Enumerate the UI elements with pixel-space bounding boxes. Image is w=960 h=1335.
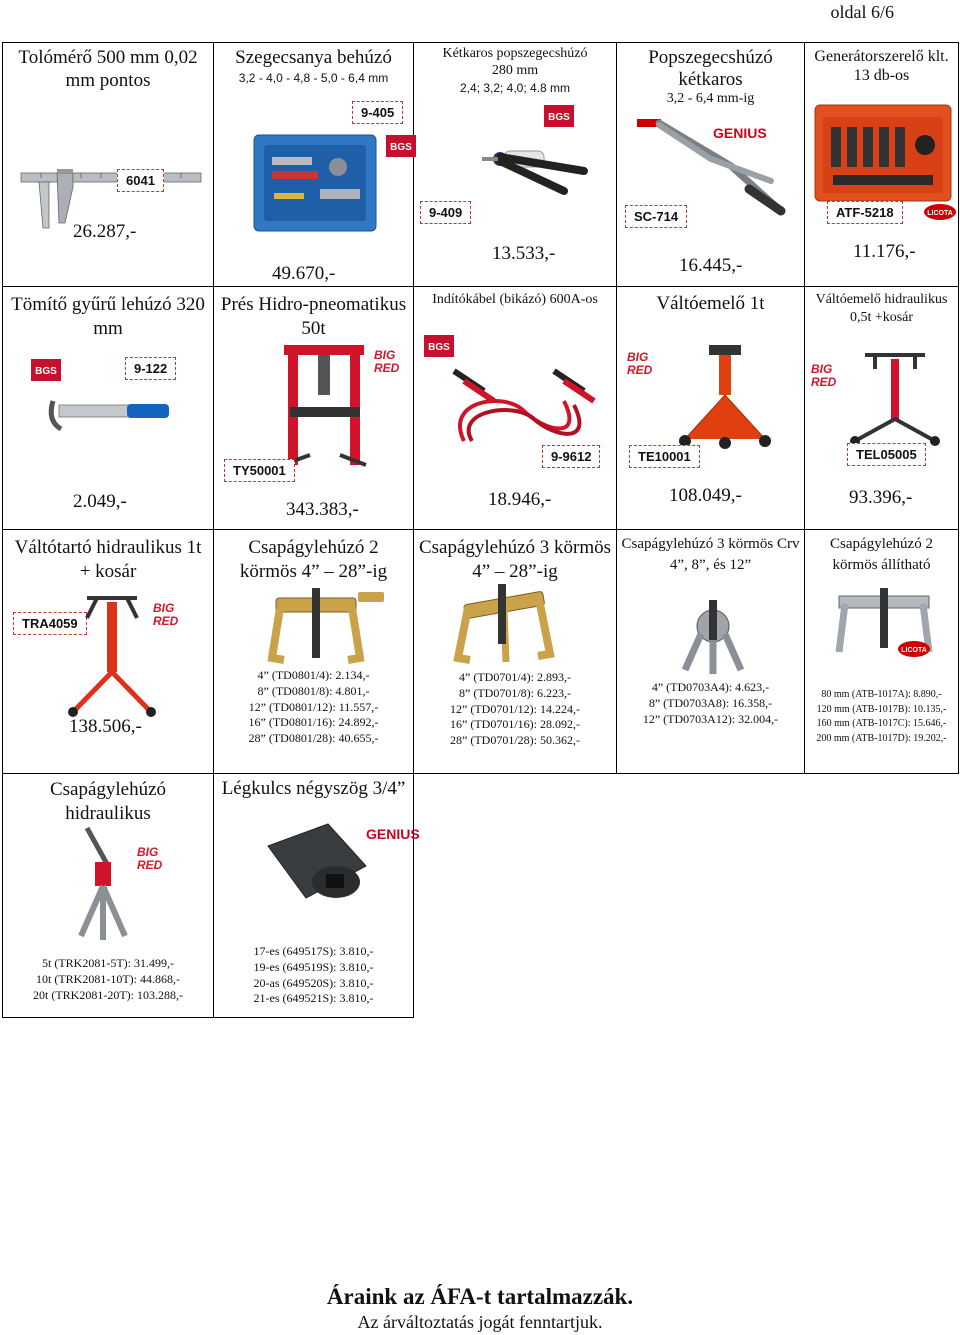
bigred-logo <box>627 349 663 382</box>
bgs-logo <box>544 105 574 132</box>
svg-text:GENIUS: GENIUS <box>713 125 767 141</box>
svg-text:BIG: BIG <box>153 601 175 615</box>
transmission-holder-image <box>67 588 157 720</box>
price-row: 28” (TD0701/28): 50.362,- <box>450 733 580 748</box>
product-price: 138.506,- <box>69 716 142 737</box>
product-cell-impact-socket <box>214 774 420 1018</box>
product-price: 18.946,- <box>488 489 552 510</box>
product-price: 93.396,- <box>849 487 913 508</box>
svg-text:RED: RED <box>627 363 653 377</box>
price-row: 120 mm (ATB-1017B): 10.135,- <box>816 703 947 715</box>
svg-text:BGS: BGS <box>35 366 57 377</box>
product-table <box>2 42 959 1018</box>
product-cell-transmission-jack <box>617 287 805 530</box>
price-row: 200 mm (ATB-1017D): 19.202,- <box>816 732 947 744</box>
price-row: 17-es (649517S): 3.810,- <box>253 944 374 958</box>
product-price: 108.049,- <box>669 485 742 506</box>
price-list <box>621 680 800 727</box>
product-spec: 2,4; 3,2; 4,0; 4.8 mm <box>459 81 571 95</box>
product-title: Prés Hidro-pneomatikus 50t <box>220 294 407 339</box>
svg-text:GENIUS: GENIUS <box>366 826 420 842</box>
puller-crv-image <box>663 600 763 676</box>
svg-text:RED: RED <box>811 375 837 389</box>
price-list <box>7 956 209 1003</box>
price-row: 4” (TD0703A4): 4.623,- <box>651 680 770 694</box>
tool-case-image <box>250 127 380 235</box>
product-cell-caliper <box>3 43 214 287</box>
licota-logo <box>923 203 957 226</box>
product-cell-pop-rivet-tool <box>414 43 617 287</box>
product-code: 9-9612 <box>542 445 600 468</box>
price-list <box>809 688 954 746</box>
product-subtitle: 3,2 - 6,4 mm-ig <box>666 91 755 106</box>
bigred-logo <box>811 361 847 394</box>
bgs-logo <box>424 335 454 362</box>
product-code: TRA4059 <box>13 612 87 635</box>
svg-text:LICOTA: LICOTA <box>927 210 953 217</box>
price-row: 4” (TD0801/4): 2.134,- <box>257 668 370 682</box>
product-title: Váltóemelő 1t <box>656 293 765 314</box>
product-title: Indítókábel (bikázó) 600A-os <box>432 292 598 307</box>
svg-text:RED: RED <box>137 858 163 872</box>
vat-notice: Áraink az ÁFA-t tartalmazzák. <box>326 1284 634 1309</box>
hydraulic-puller-image <box>67 824 137 944</box>
bgs-logo <box>386 135 416 162</box>
price-list <box>218 668 409 747</box>
product-cell-transmission-holder <box>3 530 214 774</box>
press-image <box>280 343 370 471</box>
product-cell-puller-adjustable <box>805 530 959 774</box>
product-cell-press <box>214 287 414 530</box>
product-code: TY50001 <box>224 459 295 482</box>
bigred-logo <box>137 844 173 877</box>
price-row: 28” (TD0801/28): 40.655,- <box>248 731 379 746</box>
price-row: 20-as (649520S): 3.810,- <box>253 975 374 990</box>
price-row: 12” (TD0701/12): 14.224,- <box>450 701 580 716</box>
price-list <box>218 944 409 1007</box>
svg-text:BGS: BGS <box>548 112 570 123</box>
product-price: 26.287,- <box>73 221 137 242</box>
product-cell-alternator-set <box>805 43 959 287</box>
price-change-notice: Az árváltoztatás jogát fenntartjuk. <box>357 1312 603 1332</box>
licota-logo <box>897 640 931 663</box>
price-row: 12” (TD0703A12): 32.004,- <box>642 711 779 726</box>
product-price: 343.383,- <box>286 499 359 520</box>
product-price: 49.670,- <box>272 263 336 284</box>
product-cell-puller-crv <box>617 530 805 774</box>
price-row: 8” (TD0703A8): 16.358,- <box>648 695 773 710</box>
svg-text:BIG: BIG <box>627 350 649 364</box>
price-row: 160 mm (ATB-1017C): 15.646,- <box>816 718 947 729</box>
product-cell-rivet-nut-tool <box>214 43 414 287</box>
bigred-logo <box>153 600 189 633</box>
product-title: Váltóemelő hidraulikus 0,5t +kosár <box>815 292 948 326</box>
product-price: 2.049,- <box>73 491 127 512</box>
product-code: 9-405 <box>352 101 403 124</box>
price-row: 16” (TD0801/16): 24.892,- <box>248 715 379 730</box>
bigred-logo <box>374 347 410 380</box>
puller-3jaw-image <box>450 584 580 668</box>
product-title: Tolómérő 500 mm 0,02 mm pontos <box>18 47 198 91</box>
price-row: 16” (TD0701/16): 28.092,- <box>450 717 580 732</box>
svg-text:BIG: BIG <box>811 362 833 376</box>
puller-2jaw-image <box>266 588 386 668</box>
product-code: 9-122 <box>125 357 176 380</box>
price-row: 21-es (649521S): 3.810,- <box>253 991 374 1006</box>
jack-stand-image <box>845 345 945 447</box>
product-title: Kétkaros popszegecshúzó <box>442 46 588 61</box>
product-code: TEL05005 <box>847 443 926 466</box>
svg-text:LICOTA: LICOTA <box>901 647 927 654</box>
product-title: Tömítő gyűrű lehúzó 320 mm <box>11 294 205 339</box>
product-cell-hydraulic-puller <box>3 774 214 1018</box>
price-row: 80 mm (ATB-1017A): 8.890,- <box>821 689 942 700</box>
product-subtitle: 3,2 - 4,0 - 4,8 - 5,0 - 6,4 mm <box>238 71 389 85</box>
product-cell-seal-puller <box>3 287 214 530</box>
svg-text:RED: RED <box>374 361 400 375</box>
price-row: 4” (TD0701/4): 2.893,- <box>459 670 571 684</box>
page-number: oldal 6/6 <box>830 2 894 22</box>
price-row: 20t (TRK2081-20T): 103.288,- <box>33 987 183 1002</box>
product-code: TE10001 <box>629 445 700 468</box>
product-title: Csapágylehúzó 2 körmös állítható <box>830 536 933 573</box>
product-cell-hydraulic-jack <box>805 287 959 530</box>
jumper-cable-image <box>444 361 594 447</box>
product-cell-puller-3jaw <box>414 530 617 774</box>
price-list <box>418 670 612 749</box>
seal-puller-image <box>47 395 177 435</box>
product-title: Szegecsanya behúzó <box>235 47 392 68</box>
svg-text:BGS: BGS <box>390 142 412 153</box>
price-row: 19-es (649519S): 3.810,- <box>253 959 374 974</box>
product-title: Csapágylehúzó hidraulikus <box>49 779 167 824</box>
product-cell-jumper-cable <box>414 287 617 530</box>
product-title: Popszegecshúzó kétkaros <box>648 47 773 90</box>
impact-socket-image <box>258 816 378 906</box>
product-title: Csapágylehúzó 2 körmös 4” – 28”-ig <box>239 537 388 582</box>
product-subtitle: 280 mm <box>491 63 539 78</box>
product-cell-pop-rivet-double <box>617 43 805 287</box>
svg-text:BGS: BGS <box>428 342 450 353</box>
bgs-logo <box>31 359 61 386</box>
product-price: 11.176,- <box>853 241 916 262</box>
product-title: Csapágylehúzó 3 körmös Crv 4”, 8”, és 12” <box>621 536 800 573</box>
price-row: 5t (TRK2081-5T): 31.499,- <box>42 956 174 970</box>
product-title: Légkulcs négyszög 3/4” <box>221 778 406 799</box>
product-cell-puller-2jaw <box>214 530 414 774</box>
product-price: 16.445,- <box>679 255 743 276</box>
price-row: 8” (TD0701/8): 6.223,- <box>459 685 571 700</box>
product-code: ATF-5218 <box>827 201 903 224</box>
svg-text:RED: RED <box>153 614 179 628</box>
genius-logo <box>366 824 420 849</box>
product-title: Generátorszerelő klt. 13 db-os <box>814 48 949 85</box>
svg-text:BIG: BIG <box>137 845 159 859</box>
svg-text:BIG: BIG <box>374 348 396 362</box>
product-code: 6041 <box>117 169 164 192</box>
product-title: Csapágylehúzó 3 körmös 4” – 28”-ig <box>418 537 612 582</box>
product-code: SC-714 <box>625 205 687 228</box>
rivet-gun-image <box>454 131 604 201</box>
product-price: 13.533,- <box>492 243 556 264</box>
product-title: Váltótartó hidraulikus 1t + kosár <box>14 537 202 582</box>
price-row: 8” (TD0801/8): 4.801,- <box>257 683 370 698</box>
price-row: 12” (TD0801/12): 11.557,- <box>248 699 379 714</box>
genius-logo <box>713 123 767 148</box>
tool-kit-image <box>813 103 953 203</box>
product-code: 9-409 <box>420 201 471 224</box>
price-row: 10t (TRK2081-10T): 44.868,- <box>36 971 180 986</box>
jack-image <box>665 339 785 449</box>
